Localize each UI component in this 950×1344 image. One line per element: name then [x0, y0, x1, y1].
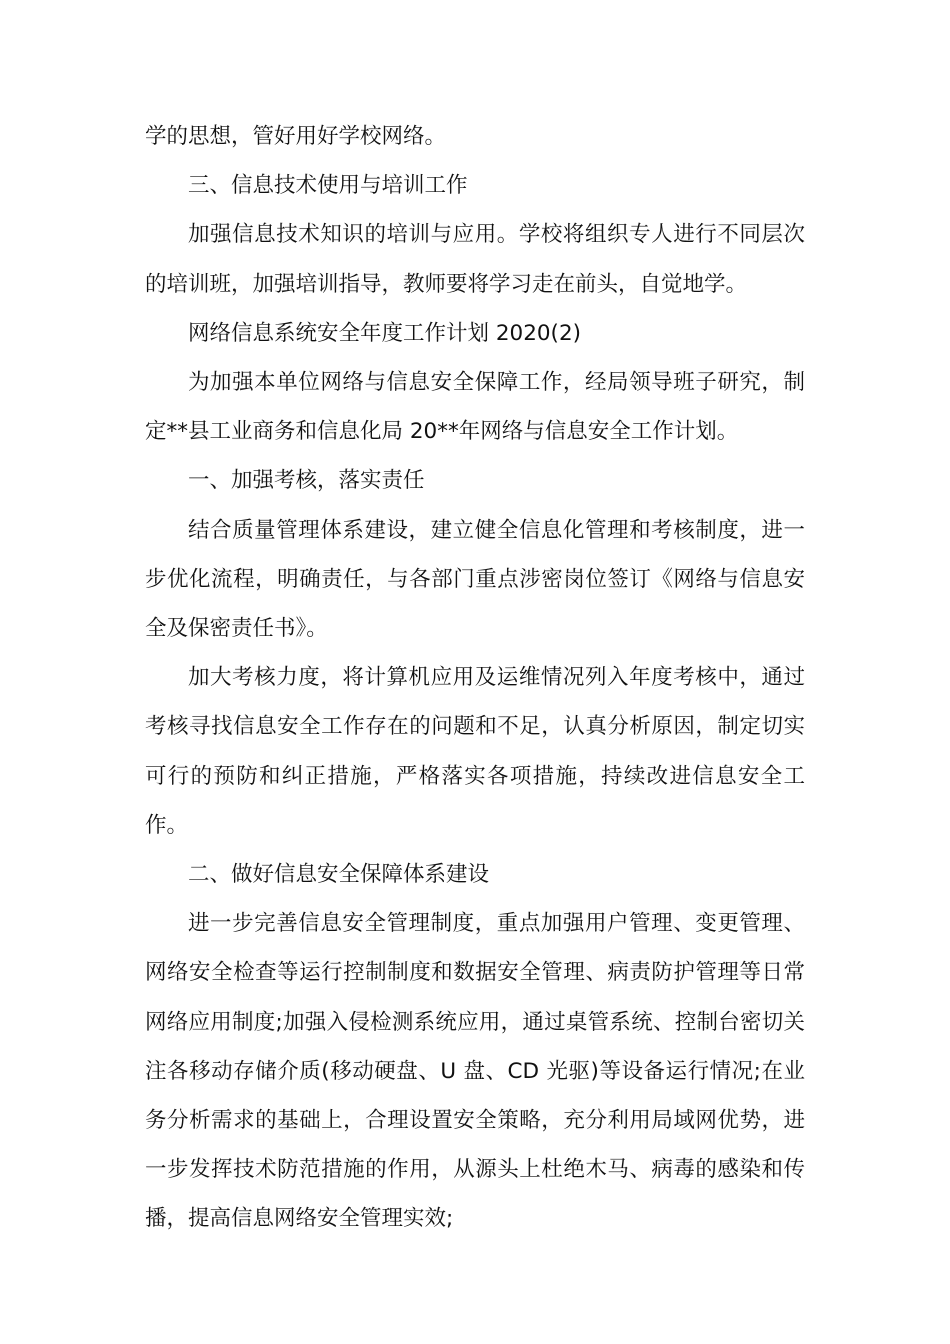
section-heading-3: 三、信息技术使用与培训工作 [188, 173, 468, 199]
document-body [145, 112, 805, 1244]
paragraph-continuation: 学的思想，管好用好学校网络。 [145, 124, 447, 149]
paragraph: 进一步完善信息安全管理制度，重点加强用户管理、变更管理、网络安全检查等运行控制制度和数据安全管理、病责防护管理等日常网络应用制度;加强入侵检测系统应用，通过桌管系统、控制台密切关注各移动存储介质(移动硬盘、U 盘、CD 光驱)等设备运行情况;在业务分析需求的基础上，合理设置安全策略，充分利用局域网优势，进一步发挥技术防范措施的作用，从源头上杜绝木马、病毒的感染和传播，提高信息网络安全管理实效; [145, 911, 805, 1232]
paragraph: 加强信息技术知识的培训与应用。学校将组织专人进行不同层次的培训班，加强培训指导，教师要将学习走在前头，自觉地学。 [145, 222, 805, 297]
paragraph: 加大考核力度，将计算机应用及运维情况列入年度考核中，通过考核寻找信息安全工作存在的问题和不足，认真分析原因，制定切实可行的预防和纠正措施，严格落实各项措施，持续改进信息安全工作。 [145, 665, 805, 838]
paragraph: 结合质量管理体系建设，建立健全信息化管理和考核制度，进一步优化流程，明确责任，与各部门重点涉密岗位签订《网络与信息安全及保密责任书》。 [145, 517, 805, 642]
paragraph: 为加强本单位网络与信息安全保障工作，经局领导班子研究，制定**县工业商务和信息化局 20**年网络与信息安全工作计划。 [145, 370, 805, 445]
section-heading-2: 二、做好信息安全保障体系建设 [188, 862, 490, 888]
section-heading-1: 一、加强考核，落实责任 [188, 468, 425, 494]
document-title: 网络信息系统安全年度工作计划 2020(2) [188, 320, 582, 346]
